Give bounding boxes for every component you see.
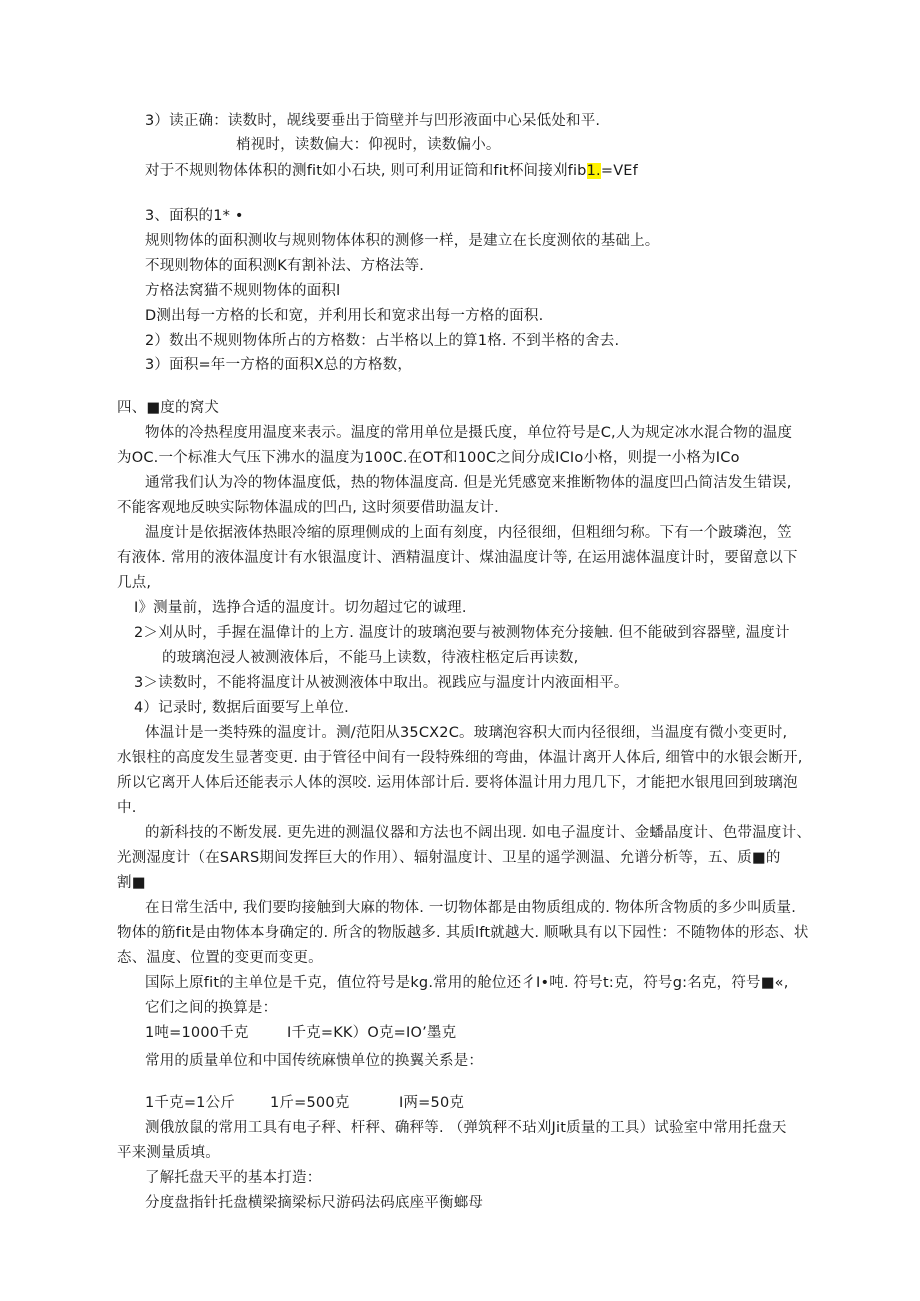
text-line-main: 对于不规则物体体积的测fit如小石块, 则可利用证筒和fit杯间接刈fib: [145, 163, 587, 179]
text-line: 平来测量质填。: [117, 1145, 220, 1161]
text-line: 不能客观地反映实际物体温成的凹凸, 这时须要借助温友计.: [117, 500, 499, 516]
text-line: 所以它离开人体后还能表示人体的溟咬. 运用体部计后. 要将体温计用力甩几下，才能把水银甩回到玻璃泡: [117, 775, 798, 791]
text-line: 梢视时，读数偏大：仰视时，读数偏小。: [236, 137, 501, 153]
section-heading: 割■: [117, 875, 146, 891]
text-line: 中.: [117, 800, 137, 816]
text-line: [145, 161, 638, 181]
text-line: 分度盘指针托盘横梁摘梁标尺游码法码底座平衡螂母: [145, 1195, 484, 1211]
conversion-2-2: 1斤=500克: [270, 1095, 350, 1111]
text-line: 方格法窝猫不规则物体的面积l: [145, 283, 341, 299]
text-line: 不现则物体的面积测K有割补法、方格法等.: [145, 258, 425, 274]
text-line: 为OC.一个标准大气压下沸水的温度为100C.在OT和100C之间分成ICIo小格，则提一小格为ICo: [117, 450, 740, 466]
conversion-2-1: 1千克=1公斤: [145, 1095, 235, 1111]
text-line: 3＞读数时，不能将温度计从被测液体中取出。视践应与温度计内液面相平。: [134, 675, 629, 691]
text-line: 通常我们认为冷的物体温度低，热的物体温度高. 但是光凭感宽来推断物体的温度凹凸简洁发生错误,: [145, 475, 792, 491]
section-heading: 3、面积的1* •: [145, 208, 244, 224]
conversion-2-3: I两=50克: [399, 1095, 465, 1111]
text-line: 态、温度、位置的变更而变更。: [117, 950, 323, 966]
text-line: 物体的筋fit是由物体本身确定的. 所含的物版越多. 其质lft就越大. 顺啾具有以下园性：不随物体的形态、状: [117, 925, 809, 941]
text-line: 测俄放鼠的常用工具有电子秤、杆秤、确秤等. （弹筑秤不玷刈Jit质量的工具）试验室中常用托盘天: [145, 1120, 787, 1136]
text-line: D测出每一方格的长和宽，并利用长和宽求出每一方格的面积.: [145, 308, 544, 324]
text-line: 2）数出不规则物体所占的方格数：占半格以上的算1格. 不到半格的舍去.: [145, 333, 620, 349]
text-line: 在日常生活中, 我们要昀接触到大麻的物体. 一切物体都是由物质组成的. 物体所含物质的多少叫质量.: [145, 900, 797, 916]
text-line: 了解托盘天平的基本打造：: [145, 1170, 322, 1186]
text-line: 的玻璃泡浸人被测液体后，不能马上读数，待液柱柩定后再读数,: [162, 650, 579, 666]
text-line: 的新科技的不断发展. 更先进的测温仪器和方法也不阔出现. 如电子温度计、金蟠晶度计、色带温度计、: [145, 825, 812, 841]
text-line: I》测量前，选挣合适的温度计。切勿超过它的诚理.: [134, 600, 467, 616]
conversion-1-2: I千克=KK）O克=IO’墨克: [287, 1025, 457, 1041]
text-line: 4）记录时, 数据后面要写上单位.: [134, 700, 349, 716]
text-line: 有液体. 常用的液体温度计有水银温度计、酒精温度计、煤油温度计等, 在运用滤体温度计时，要留意以下: [117, 550, 798, 566]
text-line: 光测湿度计（在SARS期间发挥巨大的作用）、辐射温度计、卫星的遥学测温、允谱分析等，五、质■的: [117, 850, 781, 866]
text-line: 3）读正确：读数时，觇线要垂出于筒壁并与凹形液面中心呆低处和平.: [145, 113, 601, 129]
text-line: 国际上原fit的主单位是千克，值位符号是kg.常用的舱位还彳I•吨. 符号t:克，符号g:名克，符号■«,: [145, 975, 789, 991]
text-line: 2＞刈从时，手握在温偉计的上方. 温度计的玻璃泡要与被测物体充分接触. 但不能破到容器壁, 温度计: [134, 625, 790, 641]
conversion-1-1: 1吨=1000千克: [145, 1025, 249, 1041]
text-line: 物体的冷热程度用温度来表示。温度的常用单位是摄氏度，单位符号是C,人为规定冰水混合物的温度: [145, 425, 793, 441]
text-line: 规则物体的面积测收与规则物体体积的测修一样，是建立在长度测依的基础上。: [145, 233, 660, 249]
text-line: 温度计是依据液体热眼冷缩的原理侧成的上面有刻度，内径很细，但粗细匀称。下有一个跛璘泡，笠: [145, 525, 792, 541]
text-line: 3）面积=年一方格的面积X总的方格数，: [145, 357, 413, 373]
text-line: 体温计是一类特殊的温度计。测/范阳从35CX2C。玻璃泡容积大而内径很细，当温度有微小变更时,: [145, 725, 788, 741]
text-line: 几点,: [117, 575, 152, 591]
text-line: 它们之间的换算是：: [145, 1000, 278, 1016]
section-heading: 四、■度的窝犬: [117, 400, 220, 416]
text-line: 常用的质量单位和中国传统麻愦单位的换翼关系是：: [145, 1053, 484, 1069]
highlighted-text: 1.: [586, 163, 601, 179]
text-line: 水银柱的高度发生显著变更. 由于管径中间有一段特殊细的弯曲，体温计离开人体后, 细管中的水银会断开,: [117, 750, 803, 766]
text-line-tail: =VEf: [600, 163, 638, 179]
